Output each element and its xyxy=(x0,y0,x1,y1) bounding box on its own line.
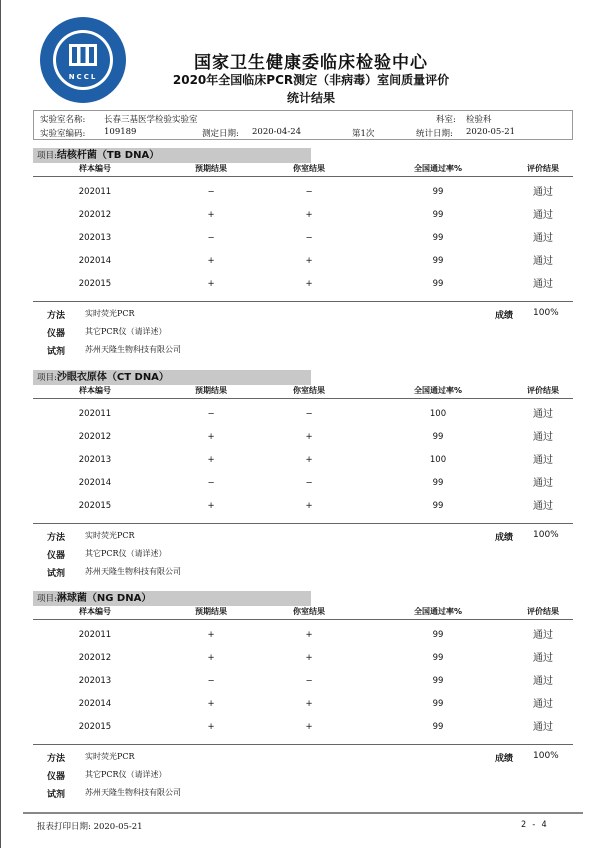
cell-evaluation: 通过 xyxy=(533,676,553,687)
cell-expected-result: − xyxy=(207,676,215,686)
cell-sample-id: 202015 xyxy=(78,722,112,732)
print-date-label: 报表打印日期: xyxy=(37,822,91,832)
table-row xyxy=(33,716,573,739)
method-value: 实时荧光PCR xyxy=(85,752,135,761)
column-header-pass-rate: 全国通过率% xyxy=(413,164,462,173)
column-header-evaluation: 评价结果 xyxy=(527,386,559,395)
cell-pass-rate: 99 xyxy=(432,630,444,640)
reagent-value: 苏州天隆生物科技有限公司 xyxy=(85,345,181,354)
print-date xyxy=(37,820,143,832)
score-value: 100% xyxy=(533,530,559,540)
method-label: 方法 xyxy=(47,311,66,321)
cell-evaluation: 通过 xyxy=(533,233,553,244)
cell-lab-result: + xyxy=(305,432,313,442)
cell-lab-result: + xyxy=(305,699,313,709)
column-header-sample-id: 样本编号 xyxy=(79,386,111,395)
project-section xyxy=(33,370,573,580)
table-row xyxy=(33,426,573,449)
footer-divider xyxy=(23,812,583,814)
method-info xyxy=(33,523,573,577)
lab-code: 109189 xyxy=(104,127,137,137)
cell-sample-id: 202013 xyxy=(78,455,112,465)
table-row xyxy=(33,647,573,670)
report-title: 国家卫生健康委临床检验中心 xyxy=(194,53,428,73)
cell-pass-rate: 99 xyxy=(432,187,444,197)
table-row xyxy=(33,495,573,518)
cell-evaluation: 通过 xyxy=(533,653,553,664)
cell-lab-result: − xyxy=(305,478,313,488)
project-prefix: 项目: xyxy=(37,151,57,161)
project-header xyxy=(33,370,311,385)
test-date-label: 测定日期: xyxy=(202,129,239,139)
cell-sample-id: 202014 xyxy=(78,699,112,709)
table-row xyxy=(33,250,573,273)
instrument-label: 仪器 xyxy=(47,329,66,339)
table-row xyxy=(33,693,573,716)
cell-expected-result: + xyxy=(207,455,215,465)
cell-evaluation: 通过 xyxy=(533,279,553,290)
cell-pass-rate: 99 xyxy=(432,699,444,709)
page-number: 2 - 4 xyxy=(521,820,547,830)
cell-expected-result: + xyxy=(207,653,215,663)
cell-expected-result: + xyxy=(207,279,215,289)
cell-expected-result: + xyxy=(207,432,215,442)
cell-evaluation: 通过 xyxy=(533,432,553,443)
project-header xyxy=(33,591,311,606)
cell-sample-id: 202015 xyxy=(78,501,112,511)
report-subtitle-2: 统计结果 xyxy=(286,91,335,105)
table-row xyxy=(33,227,573,250)
cell-pass-rate: 100 xyxy=(429,409,447,419)
project-prefix: 项目: xyxy=(37,373,57,383)
cell-sample-id: 202011 xyxy=(78,187,112,197)
cell-lab-result: + xyxy=(305,279,313,289)
instrument-label: 仪器 xyxy=(47,551,66,561)
column-header-lab-result: 你室结果 xyxy=(293,164,325,173)
reagent-label: 试剂 xyxy=(47,790,66,800)
cell-expected-result: − xyxy=(207,187,215,197)
cell-lab-result: + xyxy=(305,455,313,465)
table-row xyxy=(33,624,573,647)
cell-expected-result: + xyxy=(207,256,215,266)
column-header-expected-result: 预期结果 xyxy=(195,164,227,173)
cell-pass-rate: 99 xyxy=(432,210,444,220)
column-header-evaluation: 评价结果 xyxy=(527,607,559,616)
cell-sample-id: 202011 xyxy=(78,409,112,419)
score-value: 100% xyxy=(533,751,559,761)
cell-expected-result: − xyxy=(207,478,215,488)
method-info xyxy=(33,744,573,798)
column-headers xyxy=(33,385,573,399)
column-header-evaluation: 评价结果 xyxy=(527,164,559,173)
column-header-lab-result: 你室结果 xyxy=(293,607,325,616)
column-header-sample-id: 样本编号 xyxy=(79,164,111,173)
dept-value: 检验科 xyxy=(466,115,492,125)
project-name: 结核杆菌（TB DNA） xyxy=(56,150,160,161)
cell-sample-id: 202014 xyxy=(78,256,112,266)
svg-text:NCCL: NCCL xyxy=(68,73,98,81)
cell-evaluation: 通过 xyxy=(533,455,553,466)
cell-expected-result: + xyxy=(207,722,215,732)
cell-expected-result: + xyxy=(207,630,215,640)
cell-evaluation: 通过 xyxy=(533,409,553,420)
table-row xyxy=(33,204,573,227)
cell-lab-result: + xyxy=(305,722,313,732)
method-label: 方法 xyxy=(47,533,66,543)
stat-date: 2020-05-21 xyxy=(466,127,516,137)
report-subtitle: 2020年全国临床PCR测定（非病毒）室间质量评价 xyxy=(172,73,450,87)
cell-expected-result: − xyxy=(207,409,215,419)
table-row xyxy=(33,472,573,495)
cell-sample-id: 202012 xyxy=(78,210,112,220)
reagent-label: 试剂 xyxy=(47,347,66,357)
score-label: 成绩 xyxy=(495,754,514,764)
table-row xyxy=(33,670,573,693)
cell-lab-result: − xyxy=(305,233,313,243)
cell-lab-result: + xyxy=(305,501,313,511)
cell-evaluation: 通过 xyxy=(533,256,553,267)
cell-sample-id: 202015 xyxy=(78,279,112,289)
dept-label: 科室: xyxy=(436,115,456,125)
cell-pass-rate: 99 xyxy=(432,478,444,488)
project-name: 淋球菌（NG DNA） xyxy=(56,593,152,604)
project-section xyxy=(33,591,573,801)
lab-name-label: 实验室名称: xyxy=(40,115,86,125)
cell-lab-result: + xyxy=(305,653,313,663)
table-row xyxy=(33,449,573,472)
cell-pass-rate: 99 xyxy=(432,722,444,732)
stat-date-label: 统计日期: xyxy=(416,129,453,139)
reagent-value: 苏州天隆生物科技有限公司 xyxy=(85,567,181,576)
cell-sample-id: 202011 xyxy=(78,630,112,640)
cell-pass-rate: 99 xyxy=(432,653,444,663)
instrument-value: 其它PCR仪（请详述） xyxy=(85,549,167,558)
cell-expected-result: − xyxy=(207,233,215,243)
cell-lab-result: − xyxy=(305,676,313,686)
method-value: 实时荧光PCR xyxy=(85,309,135,318)
cell-pass-rate: 100 xyxy=(429,455,447,465)
project-section xyxy=(33,148,573,358)
cell-evaluation: 通过 xyxy=(533,478,553,489)
column-headers xyxy=(33,606,573,620)
lab-code-label: 实验室编码: xyxy=(40,129,86,139)
cell-expected-result: + xyxy=(207,210,215,220)
cell-pass-rate: 99 xyxy=(432,256,444,266)
column-header-pass-rate: 全国通过率% xyxy=(413,607,462,616)
column-header-expected-result: 预期结果 xyxy=(195,607,227,616)
reagent-value: 苏州天隆生物科技有限公司 xyxy=(85,788,181,797)
cell-expected-result: + xyxy=(207,699,215,709)
cell-sample-id: 202012 xyxy=(78,653,112,663)
cell-sample-id: 202012 xyxy=(78,432,112,442)
cell-lab-result: − xyxy=(305,187,313,197)
cell-evaluation: 通过 xyxy=(533,501,553,512)
cell-evaluation: 通过 xyxy=(533,187,553,198)
score-label: 成绩 xyxy=(495,533,514,543)
test-date: 2020-04-24 xyxy=(252,127,302,137)
lab-name: 长春三基医学检验实验室 xyxy=(104,115,198,125)
project-prefix: 项目: xyxy=(37,594,57,604)
lab-info-box xyxy=(33,110,573,140)
table-row xyxy=(33,403,573,426)
print-date-value: 2020-05-21 xyxy=(93,822,143,832)
reagent-label: 试剂 xyxy=(47,569,66,579)
cell-lab-result: + xyxy=(305,210,313,220)
cell-pass-rate: 99 xyxy=(432,432,444,442)
column-header-pass-rate: 全国通过率% xyxy=(413,386,462,395)
column-header-sample-id: 样本编号 xyxy=(79,607,111,616)
cell-lab-result: − xyxy=(305,409,313,419)
column-header-expected-result: 预期结果 xyxy=(195,386,227,395)
cell-evaluation: 通过 xyxy=(533,630,553,641)
method-value: 实时荧光PCR xyxy=(85,531,135,540)
instrument-label: 仪器 xyxy=(47,772,66,782)
project-name: 沙眼衣原体（CT DNA） xyxy=(56,372,169,383)
cell-evaluation: 通过 xyxy=(533,210,553,221)
cell-lab-result: + xyxy=(305,256,313,266)
column-headers xyxy=(33,163,573,177)
instrument-value: 其它PCR仪（请详述） xyxy=(85,770,167,779)
method-info xyxy=(33,301,573,355)
cell-pass-rate: 99 xyxy=(432,279,444,289)
cell-lab-result: + xyxy=(305,630,313,640)
column-header-lab-result: 你室结果 xyxy=(293,386,325,395)
cell-sample-id: 202013 xyxy=(78,233,112,243)
method-label: 方法 xyxy=(47,754,66,764)
cell-pass-rate: 99 xyxy=(432,676,444,686)
cell-evaluation: 通过 xyxy=(533,722,553,733)
cell-expected-result: + xyxy=(207,501,215,511)
table-row xyxy=(33,273,573,296)
cell-sample-id: 202014 xyxy=(78,478,112,488)
project-header xyxy=(33,148,311,163)
cell-evaluation: 通过 xyxy=(533,699,553,710)
cell-sample-id: 202013 xyxy=(78,676,112,686)
score-value: 100% xyxy=(533,308,559,318)
round-number: 第1次 xyxy=(352,129,375,139)
table-row xyxy=(33,181,573,204)
instrument-value: 其它PCR仪（请详述） xyxy=(85,327,167,336)
score-label: 成绩 xyxy=(495,311,514,321)
cell-pass-rate: 99 xyxy=(432,233,444,243)
cell-pass-rate: 99 xyxy=(432,501,444,511)
